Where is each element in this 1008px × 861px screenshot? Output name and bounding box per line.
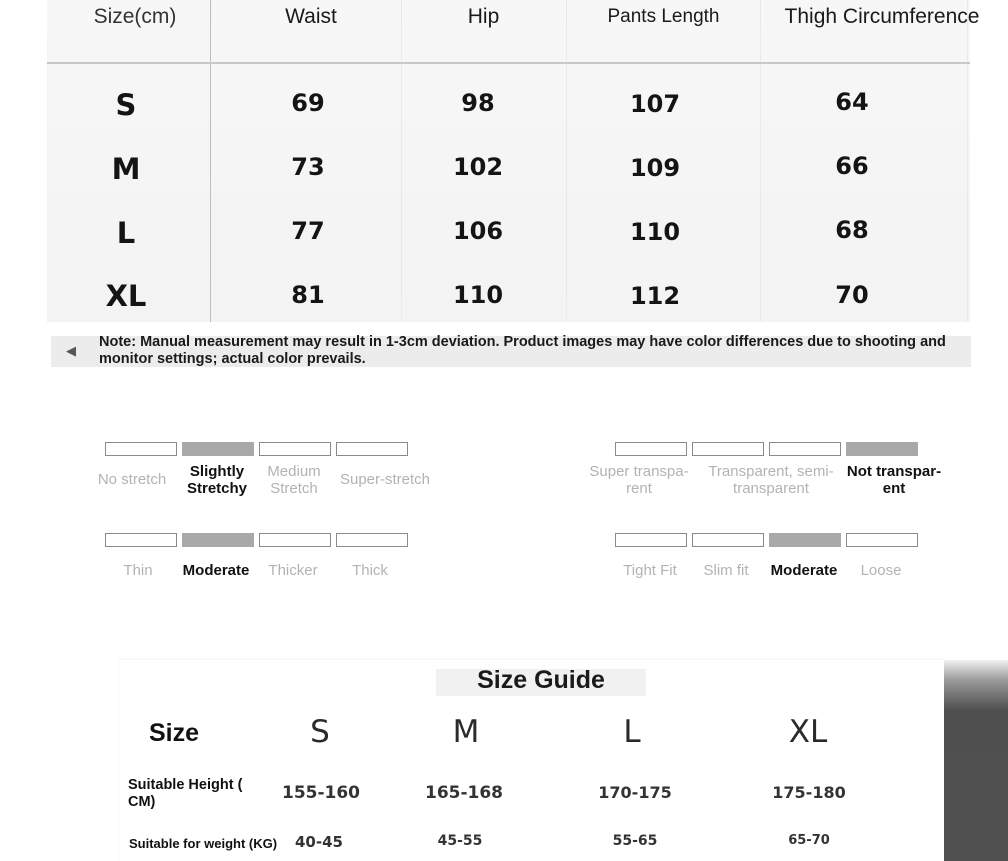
- thickness-option: Thin: [123, 562, 153, 579]
- scale-box-selected: [846, 442, 918, 456]
- thickness-option: Thicker: [268, 562, 318, 579]
- length-cell: 107: [629, 90, 681, 118]
- height-value: 165-168: [424, 783, 504, 803]
- hip-cell: 98: [461, 89, 495, 117]
- fit-option-selected: Moderate: [770, 562, 838, 579]
- fit-option: Tight Fit: [623, 562, 677, 579]
- left-triangle-icon: ◀: [66, 343, 76, 358]
- guide-size-m: M: [452, 714, 480, 750]
- weight-value: 40-45: [295, 833, 343, 851]
- length-cell: 110: [629, 218, 681, 246]
- column-divider: [967, 0, 968, 322]
- length-cell: 112: [629, 282, 681, 310]
- size-cell: L: [116, 216, 136, 250]
- thigh-cell: 66: [835, 152, 869, 180]
- background-edge: [944, 660, 1008, 861]
- height-row-label: Suitable Height ( CM): [128, 777, 243, 810]
- scale-box: [259, 533, 331, 547]
- column-divider: [760, 0, 761, 322]
- hip-cell: 106: [452, 217, 504, 245]
- stretch-option-selected: Slightly Stretchy: [186, 463, 248, 497]
- note-text: Note: Manual measurement may result in 1-3cm deviation. Product images may have color differences due to shooting and monitor settings; actual color prevails.: [99, 334, 946, 367]
- scale-box: [105, 533, 177, 547]
- scale-box: [846, 533, 918, 547]
- guide-size-s: S: [310, 714, 330, 750]
- weight-value: 65-70: [788, 833, 830, 848]
- transparency-option: Super transpa-rent: [589, 463, 689, 497]
- scale-box: [615, 442, 687, 456]
- height-value: 170-175: [598, 783, 672, 802]
- weight-value: 55-65: [612, 833, 658, 849]
- transparency-option-selected: Not transpar-ent: [846, 463, 942, 497]
- header-pants-length: Pants Length: [607, 6, 720, 27]
- length-cell: 109: [629, 154, 681, 182]
- scale-box: [259, 442, 331, 456]
- thickness-option: Thick: [352, 562, 388, 579]
- header-waist: Waist: [285, 5, 337, 28]
- header-hip: Hip: [467, 5, 500, 28]
- scale-box: [336, 442, 408, 456]
- waist-cell: 81: [291, 281, 325, 309]
- height-value: 155-160: [281, 783, 361, 803]
- scale-box: [105, 442, 177, 456]
- hip-cell: 102: [452, 153, 504, 181]
- transparency-option: Transparent, semi-transparent: [708, 463, 834, 497]
- weight-value: 45-55: [437, 833, 483, 849]
- height-value: 175-180: [772, 783, 846, 802]
- guide-size-xl: XL: [788, 714, 828, 750]
- stretch-option: Medium Stretch: [267, 463, 321, 497]
- size-row-label: Size: [149, 719, 200, 747]
- measurement-table: [47, 0, 980, 322]
- stretch-option: Super-stretch: [339, 471, 431, 488]
- thigh-cell: 64: [835, 88, 869, 116]
- scale-box: [615, 533, 687, 547]
- waist-cell: 77: [291, 217, 325, 245]
- thickness-option-selected: Moderate: [182, 562, 250, 579]
- scale-box-selected: [182, 533, 254, 547]
- header-thigh: Thigh Circumference: [784, 5, 980, 28]
- column-divider: [566, 0, 567, 322]
- fit-option: Slim fit: [703, 562, 749, 579]
- weight-row-label: Suitable for weight (KG): [129, 836, 278, 851]
- thigh-cell: 70: [835, 281, 869, 309]
- size-cell: M: [111, 152, 141, 186]
- scale-box: [336, 533, 408, 547]
- scale-box-selected: [182, 442, 254, 456]
- size-cell: XL: [105, 279, 147, 313]
- fit-option: Loose: [860, 562, 902, 579]
- header-divider: [47, 62, 970, 64]
- waist-cell: 69: [291, 89, 325, 117]
- size-cell: S: [115, 88, 137, 122]
- hip-cell: 110: [452, 281, 504, 309]
- scale-box: [769, 442, 841, 456]
- scale-box: [692, 533, 764, 547]
- scale-box-selected: [769, 533, 841, 547]
- guide-size-l: L: [623, 714, 641, 750]
- size-guide-title: Size Guide: [477, 666, 605, 694]
- stretch-option: No stretch: [97, 471, 167, 488]
- scale-box: [692, 442, 764, 456]
- thigh-cell: 68: [835, 216, 869, 244]
- header-size: Size(cm): [93, 5, 177, 28]
- column-divider: [401, 0, 402, 322]
- column-divider: [210, 0, 211, 322]
- waist-cell: 73: [291, 153, 325, 181]
